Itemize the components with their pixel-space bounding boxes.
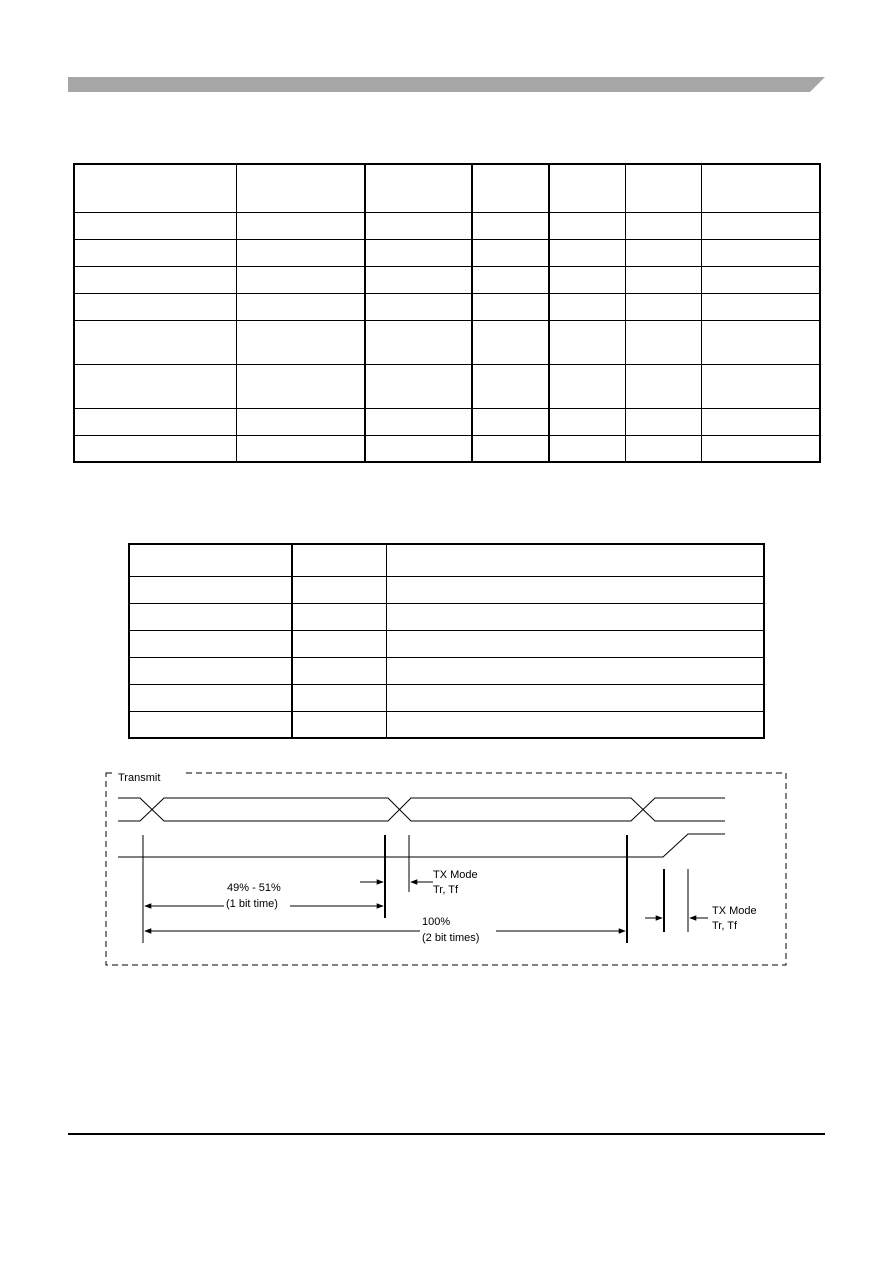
table-cell bbox=[386, 544, 764, 576]
table-cell bbox=[74, 408, 236, 435]
tx-mode-label: TX Mode bbox=[433, 869, 478, 881]
table-cell bbox=[74, 293, 236, 320]
enable-signal bbox=[118, 834, 725, 857]
table-cell bbox=[365, 212, 472, 239]
table-cell bbox=[549, 320, 625, 364]
table-cell bbox=[472, 212, 549, 239]
two-bit-times-label: (2 bit times) bbox=[422, 932, 480, 944]
table-cell bbox=[472, 408, 549, 435]
table-cell bbox=[386, 657, 764, 684]
footer-rule bbox=[68, 1133, 825, 1135]
table-cell bbox=[549, 212, 625, 239]
table-cell bbox=[129, 711, 292, 738]
table-row bbox=[129, 684, 764, 711]
table-cell bbox=[472, 266, 549, 293]
table-cell bbox=[472, 435, 549, 462]
table-cell bbox=[74, 266, 236, 293]
rise-fall-label: Tr, Tf bbox=[433, 884, 459, 896]
table-row bbox=[74, 164, 820, 212]
table-cell bbox=[365, 364, 472, 408]
table-row bbox=[74, 293, 820, 320]
table-cell bbox=[236, 320, 365, 364]
table-cell bbox=[701, 293, 820, 320]
table-cell bbox=[386, 603, 764, 630]
diagram-title: Transmit bbox=[118, 772, 161, 784]
table-cell bbox=[701, 435, 820, 462]
table-cell bbox=[625, 435, 701, 462]
table-cell bbox=[701, 164, 820, 212]
rise-fall-label: Tr, Tf bbox=[712, 920, 738, 932]
table-cell bbox=[701, 408, 820, 435]
table-cell bbox=[365, 320, 472, 364]
table-cell bbox=[74, 164, 236, 212]
table-cell bbox=[549, 239, 625, 266]
table-cell bbox=[236, 164, 365, 212]
table-row bbox=[74, 320, 820, 364]
table-cell bbox=[549, 266, 625, 293]
table-cell bbox=[74, 239, 236, 266]
duty-cycle-label: 49% - 51% bbox=[227, 882, 281, 894]
table-row bbox=[74, 435, 820, 462]
full-period-label: 100% bbox=[422, 916, 451, 928]
table-cell bbox=[701, 364, 820, 408]
table-row bbox=[129, 711, 764, 738]
table-cell bbox=[625, 164, 701, 212]
table-cell bbox=[236, 435, 365, 462]
header-bar bbox=[68, 77, 825, 92]
table-cell bbox=[236, 266, 365, 293]
table-cell bbox=[292, 603, 386, 630]
table-cell bbox=[625, 364, 701, 408]
table-cell bbox=[365, 164, 472, 212]
table-cell bbox=[292, 544, 386, 576]
table-row bbox=[74, 266, 820, 293]
table-row bbox=[129, 576, 764, 603]
table-cell bbox=[386, 684, 764, 711]
table-cell bbox=[625, 293, 701, 320]
table-cell bbox=[74, 320, 236, 364]
table-cell bbox=[625, 408, 701, 435]
table-cell bbox=[386, 576, 764, 603]
table-cell bbox=[472, 364, 549, 408]
table-row bbox=[129, 544, 764, 576]
table-cell bbox=[74, 435, 236, 462]
table-cell bbox=[129, 657, 292, 684]
table-cell bbox=[292, 657, 386, 684]
table-cell bbox=[549, 164, 625, 212]
table-cell bbox=[386, 630, 764, 657]
one-bit-time-label: (1 bit time) bbox=[226, 898, 278, 910]
table-row bbox=[129, 630, 764, 657]
timing-diagram bbox=[100, 766, 792, 970]
table-cell bbox=[549, 408, 625, 435]
timing-markers bbox=[143, 835, 688, 943]
table-cell bbox=[292, 711, 386, 738]
table-2 bbox=[128, 543, 765, 739]
table-cell bbox=[236, 212, 365, 239]
table-cell bbox=[365, 408, 472, 435]
table-cell bbox=[701, 266, 820, 293]
table-cell bbox=[701, 212, 820, 239]
table-row bbox=[129, 603, 764, 630]
table-cell bbox=[129, 603, 292, 630]
table-cell bbox=[549, 364, 625, 408]
table-cell bbox=[365, 266, 472, 293]
table-cell bbox=[292, 576, 386, 603]
table-cell bbox=[625, 266, 701, 293]
data-signal bbox=[118, 798, 725, 821]
table-1 bbox=[73, 163, 821, 463]
table-cell bbox=[129, 544, 292, 576]
table-row bbox=[74, 239, 820, 266]
table-row bbox=[74, 364, 820, 408]
table-cell bbox=[129, 576, 292, 603]
table-cell bbox=[472, 293, 549, 320]
table-row bbox=[74, 408, 820, 435]
table-cell bbox=[549, 293, 625, 320]
table-row bbox=[74, 212, 820, 239]
table-cell bbox=[365, 239, 472, 266]
table-cell bbox=[472, 164, 549, 212]
table-cell bbox=[365, 293, 472, 320]
table-cell bbox=[236, 293, 365, 320]
table-cell bbox=[625, 212, 701, 239]
table-cell bbox=[549, 435, 625, 462]
table-cell bbox=[472, 239, 549, 266]
table-cell bbox=[701, 320, 820, 364]
table-cell bbox=[236, 364, 365, 408]
table-cell bbox=[129, 630, 292, 657]
table-cell bbox=[472, 320, 549, 364]
table-cell bbox=[292, 684, 386, 711]
table-cell bbox=[236, 408, 365, 435]
table-cell bbox=[292, 630, 386, 657]
table-cell bbox=[365, 435, 472, 462]
table-cell bbox=[129, 684, 292, 711]
table-cell bbox=[74, 364, 236, 408]
table-row bbox=[129, 657, 764, 684]
table-cell bbox=[236, 239, 365, 266]
table-cell bbox=[625, 239, 701, 266]
table-cell bbox=[386, 711, 764, 738]
table-cell bbox=[625, 320, 701, 364]
table-cell bbox=[74, 212, 236, 239]
table-cell bbox=[701, 239, 820, 266]
tx-mode-label: TX Mode bbox=[712, 905, 757, 917]
